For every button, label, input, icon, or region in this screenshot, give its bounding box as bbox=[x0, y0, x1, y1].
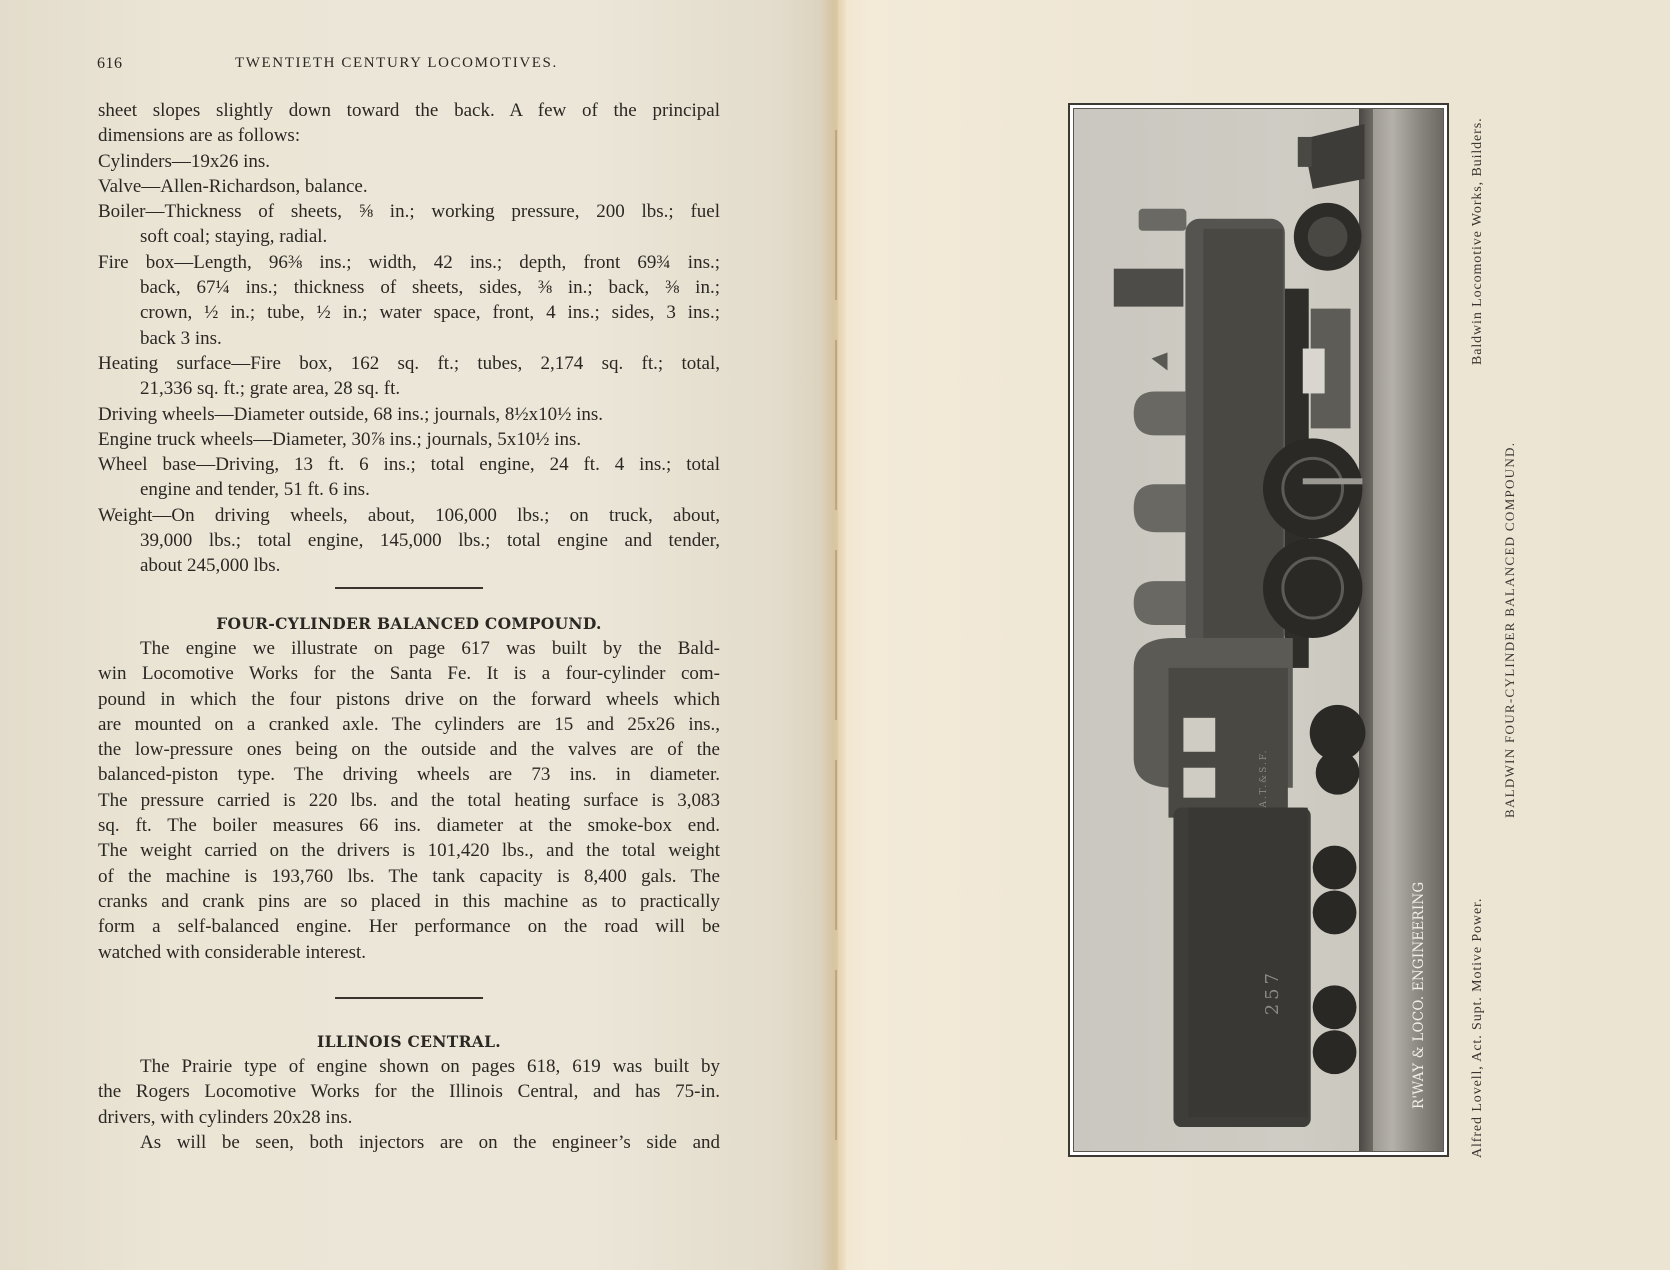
text-line: engine and tender, 51 ft. 6 ins. bbox=[140, 479, 370, 501]
locomotive-illustration bbox=[1074, 109, 1443, 1151]
section-four-cylinder-compound bbox=[98, 611, 720, 965]
text-line: cranks and crank pins are so placed in this machine as to practically bbox=[98, 890, 720, 912]
text-line: form a self-balanced engine. Her performance on the road will be bbox=[98, 916, 720, 938]
text-line: Weight—On driving wheels, about, 106,000 lbs.; on truck, about, bbox=[98, 504, 720, 526]
text-line: The Prairie type of engine shown on pages 618, 619 was built by bbox=[140, 1056, 720, 1078]
dimension-valve bbox=[98, 174, 720, 199]
running-head bbox=[97, 55, 722, 77]
dimension-heating-surface bbox=[98, 351, 720, 402]
text-line: Cylinders—19x26 ins. bbox=[98, 150, 271, 172]
gutter-binding-thread bbox=[835, 130, 837, 1180]
caption-credit: Alfred Lovell, Act. Supt. Motive Power. bbox=[1470, 897, 1485, 1158]
photo-watermark: R'WAY & LOCO. ENGINEERING bbox=[1411, 881, 1427, 1109]
text-line: watched with considerable interest. bbox=[98, 941, 367, 963]
text-line: Boiler—Thickness of sheets, ⅝ in.; working pressure, 200 lbs.; fuel bbox=[98, 201, 720, 223]
text-line: 21,336 sq. ft.; grate area, 28 sq. ft. bbox=[140, 378, 401, 400]
dimension-driving-wheels bbox=[98, 402, 720, 427]
caption-builders: Baldwin Locomotive Works, Builders. bbox=[1470, 117, 1485, 365]
dimension-weight bbox=[98, 503, 720, 579]
book-gutter bbox=[820, 0, 846, 1270]
dimension-fire-box bbox=[98, 250, 720, 351]
text-line: win Locomotive Works for the Santa Fe. It is a four-cylinder com- bbox=[98, 663, 720, 685]
text-line: sheet slopes slightly down toward the back. A few of the principal bbox=[98, 100, 720, 121]
text-line: the low-pressure ones being on the outside and the valves are of the bbox=[98, 739, 720, 761]
text-line: back 3 ins. bbox=[140, 327, 222, 349]
caption-title: BALDWIN FOUR-CYLINDER BALANCED COMPOUND. bbox=[1502, 441, 1517, 818]
text-line: sq. ft. The boiler measures 66 ins. diameter at the smoke-box end. bbox=[98, 815, 720, 837]
text-line: The weight carried on the drivers is 101,420 lbs., and the total weight bbox=[98, 840, 720, 862]
dimension-boiler bbox=[98, 199, 720, 250]
dimension-cylinders bbox=[98, 149, 720, 174]
dimension-wheel-base bbox=[98, 452, 720, 503]
text-line: soft coal; staying, radial. bbox=[140, 226, 328, 248]
text-line: Fire box—Length, 96⅜ ins.; width, 42 ins.; depth, front 69¾ ins.; bbox=[98, 251, 720, 273]
section-heading: FOUR-CYLINDER BALANCED COMPOUND. bbox=[216, 613, 602, 633]
section-heading: ILLINOIS CENTRAL. bbox=[317, 1031, 501, 1051]
text-line: are mounted on a cranked axle. The cylinders are 15 and 25x26 ins., bbox=[98, 713, 720, 735]
text-line: Driving wheels—Diameter outside, 68 ins.; journals, 8½x10½ ins. bbox=[98, 403, 604, 425]
running-title: TWENTIETH CENTURY LOCOMOTIVES. bbox=[235, 55, 558, 71]
text-line: the Rogers Locomotive Works for the Illinois Central, and has 75-in. bbox=[98, 1081, 720, 1103]
page-number: 616 bbox=[97, 55, 123, 72]
section-illinois-central bbox=[98, 1029, 720, 1155]
text-line: dimensions are as follows: bbox=[98, 125, 301, 147]
text-line: back, 67¼ ins.; thickness of sheets, sides, ⅜ in.; back, ⅜ in.; bbox=[140, 277, 720, 299]
text-line: Valve—Allen-Richardson, balance. bbox=[98, 175, 368, 197]
text-line: crown, ½ in.; tube, ½ in.; water space, front, 4 ins.; sides, 3 ins.; bbox=[140, 302, 720, 324]
locomotive-photo bbox=[1073, 108, 1444, 1152]
body-text bbox=[98, 98, 720, 1155]
svg-text:257: 257 bbox=[1261, 969, 1283, 1016]
text-line: 39,000 lbs.; total engine, 145,000 lbs.; total engine and tender, bbox=[140, 530, 720, 552]
svg-text:A.T.&S.F.: A.T.&S.F. bbox=[1258, 748, 1269, 808]
text-line: As will be seen, both injectors are on the engineer’s side and bbox=[140, 1131, 720, 1153]
text-line: pound in which the four pistons drive on the forward wheels which bbox=[98, 688, 720, 710]
text-line: The pressure carried is 220 lbs. and the total heating surface is 3,083 bbox=[98, 789, 720, 811]
text-line: Engine truck wheels—Diameter, 30⅞ ins.; journals, 5x10½ ins. bbox=[98, 428, 582, 450]
locomotive-plate bbox=[1068, 103, 1449, 1157]
text-line: drivers, with cylinders 20x28 ins. bbox=[98, 1106, 353, 1128]
text-line: about 245,000 lbs. bbox=[140, 555, 281, 577]
dimension-engine-truck-wheels bbox=[98, 427, 720, 452]
text-line: of the machine is 193,760 lbs. The tank capacity is 8,400 gals. The bbox=[98, 865, 720, 887]
text-line: The engine we illustrate on page 617 was built by the Bald- bbox=[140, 637, 720, 659]
text-line: Wheel base—Driving, 13 ft. 6 ins.; total engine, 24 ft. 4 ins.; total bbox=[98, 454, 720, 476]
text-line: balanced-piston type. The driving wheels are 73 ins. in diameter. bbox=[98, 764, 720, 786]
text-line: Heating surface—Fire box, 162 sq. ft.; tubes, 2,174 sq. ft.; total, bbox=[98, 352, 720, 374]
